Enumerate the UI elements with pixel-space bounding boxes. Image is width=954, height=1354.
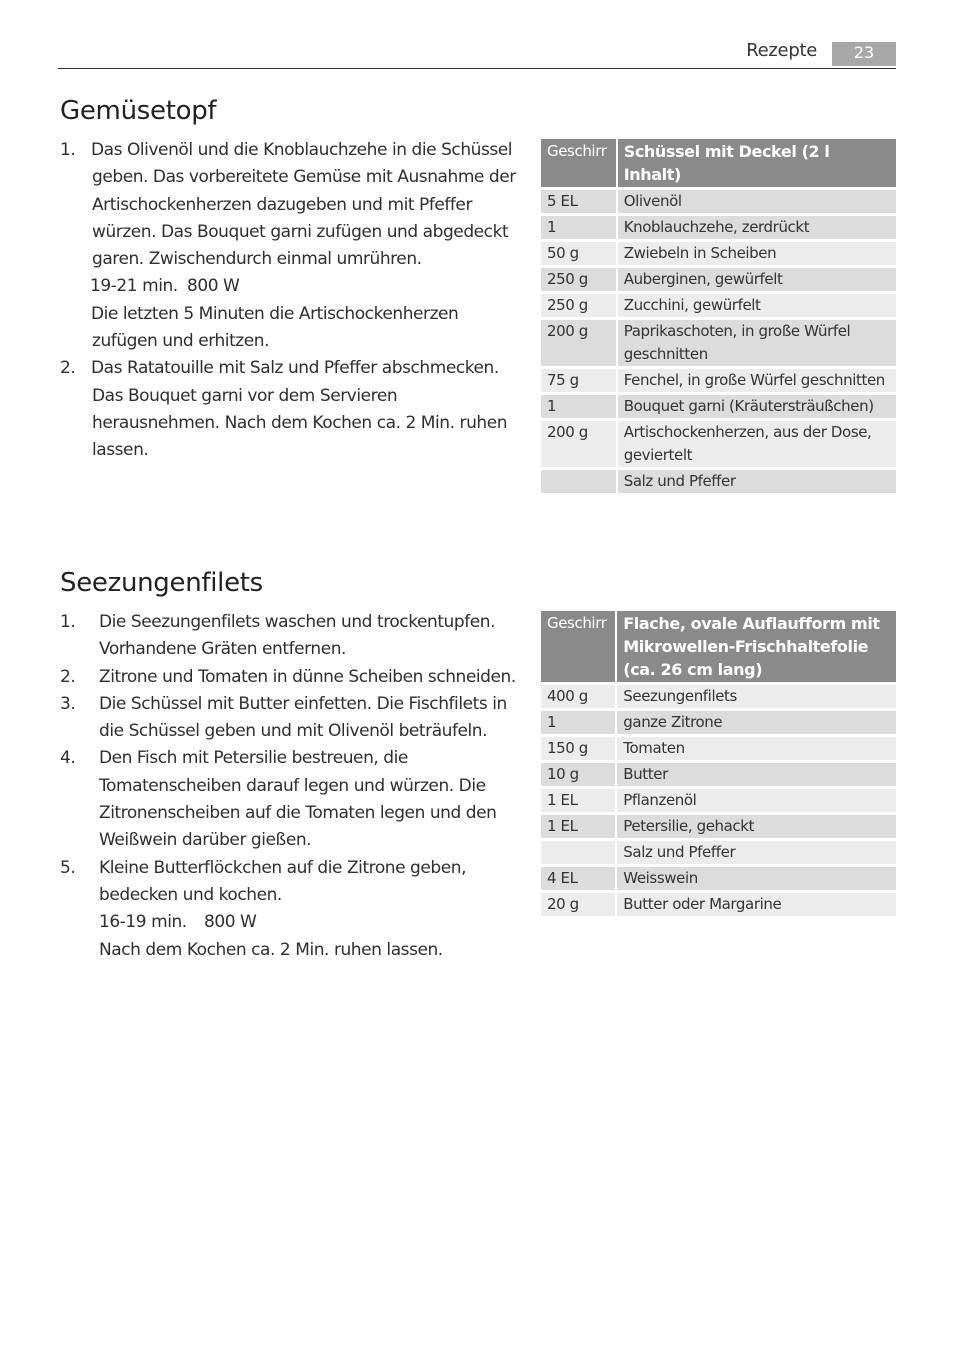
table-row: [541, 815, 896, 838]
ingredient-cell: Petersilie, gehackt: [617, 815, 896, 838]
step-number: 2.: [60, 666, 76, 687]
qty-cell: 20 g: [541, 893, 617, 916]
table-header-row: [541, 611, 896, 682]
step-number: 2.: [60, 358, 76, 379]
qty-cell: 400 g: [541, 685, 617, 708]
recipe-steps: [60, 137, 518, 465]
qty-cell: [541, 841, 617, 864]
step-item: [60, 355, 518, 464]
table-row: [541, 421, 896, 467]
ingredient-cell: Auberginen, gewürfelt: [618, 268, 896, 291]
recipe-title: Gemüsetopf: [60, 96, 217, 126]
table-header-row: [541, 139, 896, 187]
table-row: [541, 867, 896, 890]
qty-cell: 1: [541, 395, 618, 418]
step-item: [60, 137, 518, 355]
table-row: [541, 763, 896, 786]
table-row: [541, 216, 896, 239]
page-number-badge: 23: [832, 42, 896, 66]
ingredient-cell: Tomaten: [617, 737, 896, 760]
step-text: Kleine Butterflöckchen auf die Zitrone geben, bedecken und kochen.: [99, 857, 467, 905]
ingredient-cell: Butter oder Margarine: [617, 893, 896, 916]
cooking-power: 800 W: [204, 912, 257, 933]
qty-cell: 75 g: [541, 369, 618, 392]
ingredient-cell: Salz und Pfeffer: [617, 841, 896, 864]
step-followup: Nach dem Kochen ca. 2 Min. ruhen lassen.: [99, 939, 443, 960]
table-row: [541, 268, 896, 291]
cooking-power: 800 W: [187, 276, 240, 297]
table-row: [541, 685, 896, 708]
ingredient-cell: Butter: [617, 763, 896, 786]
step-text: Das Olivenöl und die Knoblauchzehe in die Schüssel geben. Das vorbereitete Gemüse mit Ausnahme der Artischockenherzen dazugeben und mit Pfeffer würzen. Das Bouquet garni zufügen und abgedeckt garen. Zwischendurch einmal umrühren.: [91, 140, 516, 270]
ingredients-table: [541, 136, 896, 496]
table-row: [541, 841, 896, 864]
step-number: 1.: [60, 612, 76, 632]
ingredient-cell: Weisswein: [617, 867, 896, 890]
step-number: 4.: [60, 748, 76, 769]
step-text: Den Fisch mit Petersilie bestreuen, die Tomatenscheiben darauf legen und würzen. Die Zitronenscheiben auf die Tomaten legen und den Weißwein darüber gießen.: [99, 748, 497, 851]
table-row: [541, 369, 896, 392]
ingredients-table: [541, 608, 896, 919]
qty-cell: 250 g: [541, 268, 618, 291]
qty-cell: 1: [541, 216, 618, 239]
qty-cell: 250 g: [541, 294, 618, 317]
qty-cell: 200 g: [541, 421, 618, 467]
cooking-time: 19-21 min.: [90, 276, 178, 297]
table-row: [541, 737, 896, 760]
step-number: 3.: [60, 693, 76, 714]
header-cell-vessel: Schüssel mit Deckel (2 l Inhalt): [618, 139, 896, 187]
cooking-setting: [99, 909, 518, 936]
ingredient-cell: Paprikaschoten, in große Würfel geschnitten: [618, 320, 896, 366]
step-item: [60, 745, 518, 854]
qty-cell: 50 g: [541, 242, 618, 265]
header-rule: [58, 68, 896, 69]
qty-cell: 10 g: [541, 763, 617, 786]
table-row: [541, 395, 896, 418]
step-text: Das Ratatouille mit Salz und Pfeffer abschmecken. Das Bouquet garni vor dem Servieren herausnehmen. Nach dem Kochen ca. 2 Min. ruhen lassen.: [91, 358, 508, 461]
running-header: Rezepte: [746, 40, 817, 61]
table-row: [541, 294, 896, 317]
step-followup: Die letzten 5 Minuten die Artischockenherzen zufügen und erhitzen.: [91, 303, 459, 352]
header-cell-vessel-label: Geschirr: [541, 139, 618, 187]
step-text: Die Schüssel mit Butter einfetten. Die Fischfilets in die Schüssel geben und mit Olivenöl beträufeln.: [99, 693, 507, 742]
step-text: Die Seezungenfilets waschen und trockentupfen. Vorhandene Gräten entfernen.: [99, 612, 496, 660]
step-item: [60, 609, 518, 664]
qty-cell: [541, 470, 618, 493]
qty-cell: 5 EL: [541, 190, 618, 213]
step-number: 5.: [60, 857, 76, 878]
table-row: [541, 242, 896, 265]
recipe-title: Seezungenfilets: [60, 568, 263, 598]
recipe-steps: [60, 609, 518, 964]
table-row: [541, 789, 896, 812]
step-item: [60, 691, 518, 746]
step-number: 1.: [60, 140, 76, 160]
ingredient-cell: Knoblauchzehe, zerdrückt: [618, 216, 896, 239]
qty-cell: 1 EL: [541, 789, 617, 812]
ingredient-cell: Artischockenherzen, aus der Dose, geviertelt: [618, 421, 896, 467]
cooking-time: 16-19 min.: [99, 912, 187, 933]
cooking-setting: [92, 273, 518, 300]
ingredient-cell: Zwiebeln in Scheiben: [618, 242, 896, 265]
ingredient-cell: Bouquet garni (Kräutersträußchen): [618, 395, 896, 418]
ingredient-cell: Olivenöl: [618, 190, 896, 213]
qty-cell: 1: [541, 711, 617, 734]
step-item: [60, 664, 518, 691]
qty-cell: 200 g: [541, 320, 618, 366]
table-row: [541, 711, 896, 734]
qty-cell: 4 EL: [541, 867, 617, 890]
ingredient-cell: Seezungenfilets: [617, 685, 896, 708]
header-cell-vessel-label: Geschirr: [541, 611, 617, 682]
header-cell-vessel: Flache, ovale Auflaufform mit Mikrowellen-Frischhaltefolie (ca. 26 cm lang): [617, 611, 896, 682]
step-text: Zitrone und Tomaten in dünne Scheiben schneiden.: [99, 666, 516, 687]
qty-cell: 150 g: [541, 737, 617, 760]
ingredient-cell: ganze Zitrone: [617, 711, 896, 734]
ingredient-cell: Zucchini, gewürfelt: [618, 294, 896, 317]
table-row: [541, 893, 896, 916]
qty-cell: 1 EL: [541, 815, 617, 838]
table-row: [541, 320, 896, 366]
ingredient-cell: Fenchel, in große Würfel geschnitten: [618, 369, 896, 392]
table-row: [541, 190, 896, 213]
ingredient-cell: Pflanzenöl: [617, 789, 896, 812]
ingredient-cell: Salz und Pfeffer: [618, 470, 896, 493]
table-row: [541, 470, 896, 493]
step-item: [60, 855, 518, 964]
